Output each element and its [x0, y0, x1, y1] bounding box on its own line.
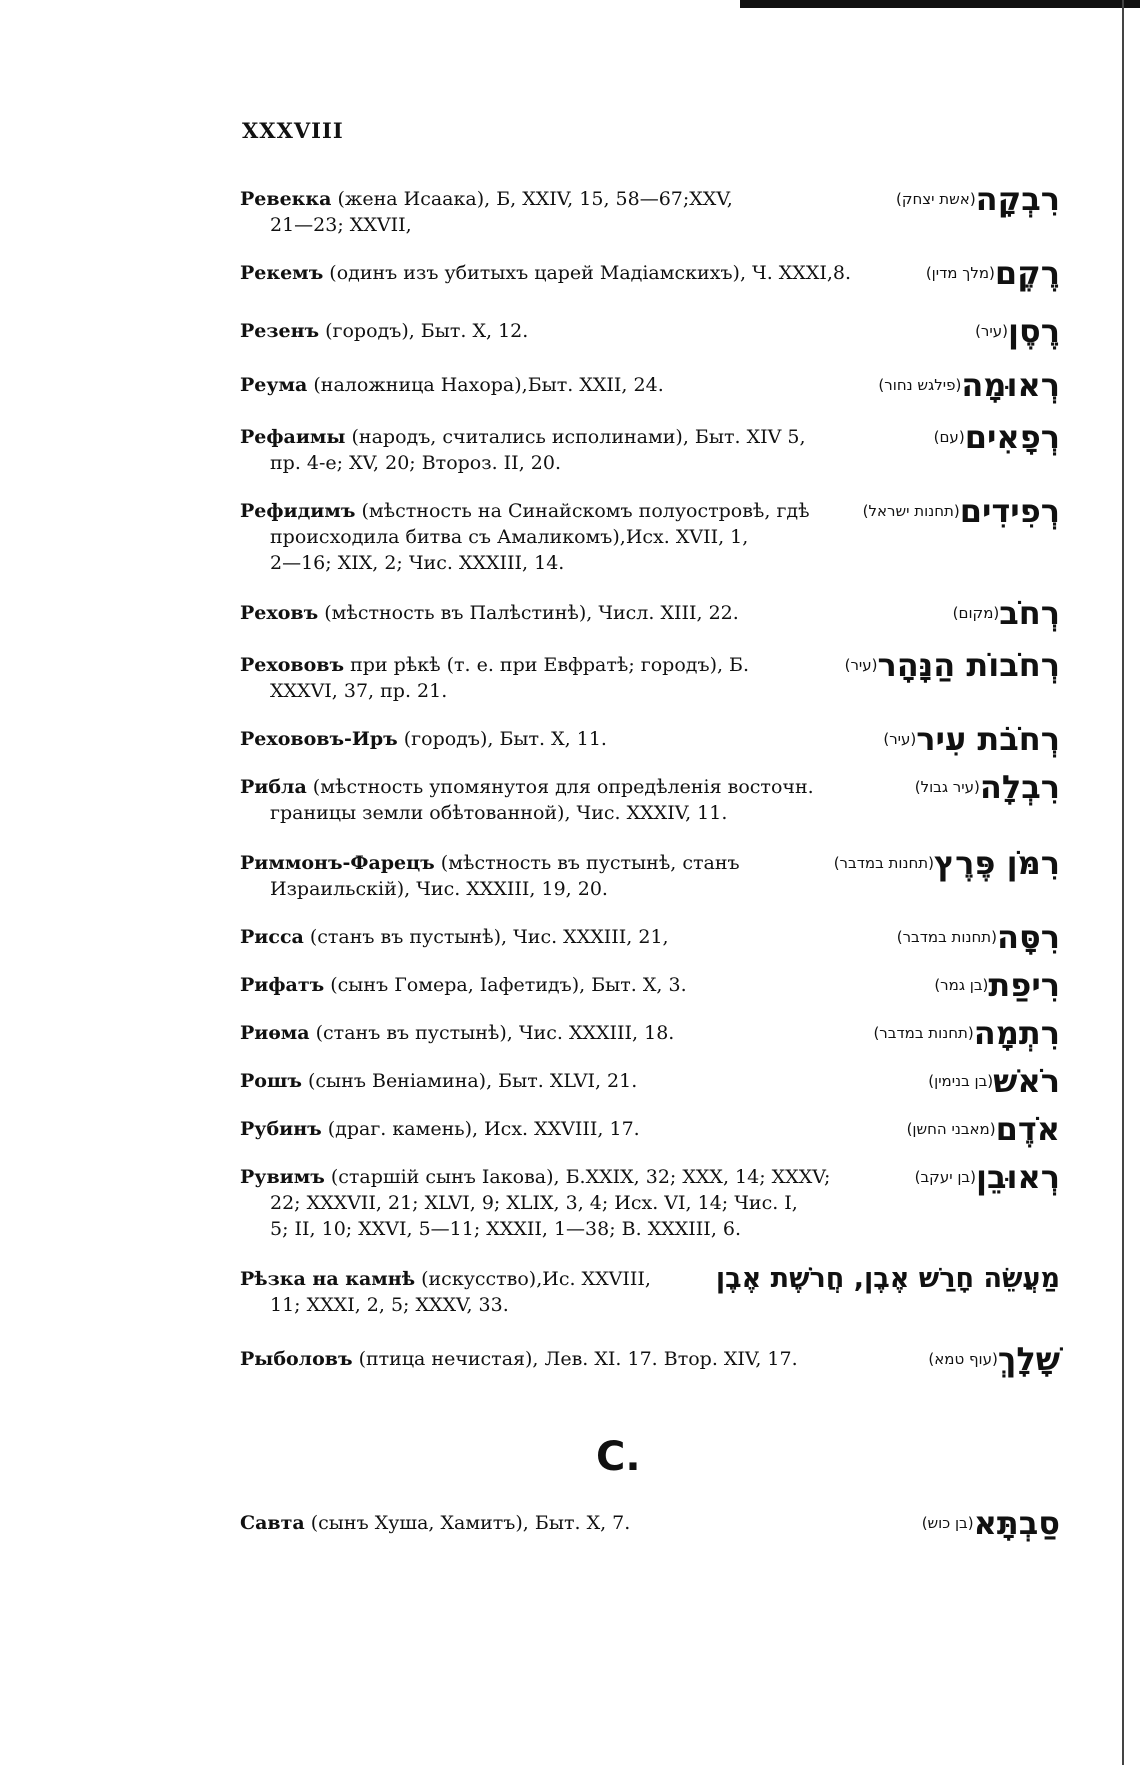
hebrew-term: [920, 1342, 1060, 1376]
entry-text: (городъ), Быт. X, 11.: [397, 728, 607, 750]
hebrew-word: רְחֹבוֹת הַנָּהָר: [877, 646, 1060, 684]
hebrew-word: רֹאשׁ: [993, 1062, 1060, 1100]
hebrew-word: רֶסֶן: [1008, 312, 1060, 350]
hebrew-note: (תחנות במדבר): [833, 854, 934, 872]
russian-definition: [240, 318, 850, 344]
hebrew-term: [967, 314, 1060, 348]
russian-definition: [240, 1266, 651, 1318]
hebrew-term: [945, 596, 1060, 630]
hebrew-term: [888, 182, 1060, 216]
hebrew-term: [875, 722, 1060, 756]
entry-headword: Рошъ: [240, 1070, 302, 1092]
hebrew-term: [716, 1262, 1060, 1296]
hebrew-term: [926, 968, 1060, 1002]
hebrew-term: [907, 770, 1060, 804]
entry-text-continued: 5; II, 10; XXVI, 5—11; XXXII, 1—38; В. XXXIII, 6.: [270, 1218, 742, 1240]
hebrew-term: [889, 920, 1060, 954]
entry-text: (мѣстность упомянутоя для опредѣленія восточн.: [306, 776, 814, 798]
entry-headword: Резенъ: [240, 320, 320, 342]
entry-headword: Реума: [240, 374, 308, 396]
entry-text: (одинъ изъ убитыхъ царей Мадіамскихъ), Ч. XXXI,8.: [323, 262, 852, 284]
hebrew-word: רְחֹב: [999, 594, 1060, 632]
entry-headword: Риѳма: [240, 1022, 310, 1044]
entry-headword: Ревекка: [240, 188, 332, 210]
hebrew-note: (עיר): [975, 322, 1008, 340]
top-edge-rule: [740, 0, 1140, 8]
entry-text-continued: 22; XXXVII, 21; XLVI, 9; XLIX, 3, 4; Исх. VI, 14; Чис. I,: [270, 1192, 798, 1214]
entry-headword: Савта: [240, 1512, 305, 1534]
entry-headword: Рѣзка на камнѣ: [240, 1268, 416, 1290]
russian-definition: [240, 1068, 850, 1094]
hebrew-term: [865, 1016, 1060, 1050]
entry-text: (станъ въ пустынѣ), Чис. XXXIII, 18.: [309, 1022, 675, 1044]
entry-text: (мѣстность въ Палѣстинѣ), Числ. XIII, 22.: [318, 602, 739, 624]
entry-headword: Рекемъ: [240, 262, 324, 284]
hebrew-word: רְחֹבֹת עִיר: [916, 720, 1060, 758]
right-margin-rule: [1122, 0, 1124, 1765]
page-number: XXXVIII: [242, 118, 344, 143]
hebrew-word: רְפָאִים: [964, 418, 1060, 456]
entry-text: (городъ), Быт. X, 12.: [319, 320, 529, 342]
hebrew-word: אֹדֶם: [995, 1110, 1060, 1148]
entry-text: (искусство),Ис. XXVIII,: [415, 1268, 651, 1290]
russian-definition: [240, 850, 850, 902]
hebrew-note: (תחנות ישראל): [862, 502, 960, 520]
entry-text: (мѣстность въ пустынѣ, станъ: [434, 852, 740, 874]
entry-text-continued: XXXVI, 37, пр. 21.: [270, 680, 448, 702]
hebrew-term: [855, 494, 1060, 528]
russian-definition: [240, 972, 850, 998]
hebrew-word: רִסָּה: [997, 918, 1060, 956]
entry-headword: Рисса: [240, 926, 304, 948]
entry-headword: Рехововъ: [240, 654, 345, 676]
russian-definition: [240, 1164, 850, 1242]
entry-text: (жена Исаака), Б, XXIV, 15, 58—67;XXV,: [331, 188, 733, 210]
hebrew-note: (בן יעקב): [914, 1168, 976, 1186]
hebrew-word: רִמֹּן פֶּרֶץ: [933, 844, 1060, 882]
entry-text: (станъ въ пустынѣ), Чис. XXXIII, 21,: [303, 926, 669, 948]
russian-definition: [240, 726, 850, 752]
hebrew-word: מַעֲשֵׂה חָרַשׁ אֶבֶן, חֲרֹשֶׁת אֶבֶן: [715, 1263, 1060, 1294]
entry-text-continued: 21—23; XXVII,: [270, 214, 412, 236]
hebrew-word: רִיפַת: [988, 966, 1060, 1004]
hebrew-note: (בן גמר): [934, 976, 989, 994]
hebrew-note: (תחנות במדבר): [896, 928, 997, 946]
hebrew-term: [920, 1064, 1060, 1098]
hebrew-word: רִתְמָה: [973, 1014, 1060, 1052]
hebrew-note: (עוף טמא): [928, 1350, 998, 1368]
hebrew-note: (עיר): [844, 656, 878, 674]
russian-definition: [240, 1510, 850, 1536]
entry-headword: Рибла: [240, 776, 307, 798]
russian-definition: [240, 424, 850, 476]
hebrew-note: (פילגש נחור): [878, 376, 962, 394]
entry-text: (старшій сынъ Іакова), Б.XXIX, 32; XXX, 14; XXXV;: [324, 1166, 831, 1188]
hebrew-term: [899, 1112, 1060, 1146]
hebrew-note: (מאבני החשן): [906, 1120, 996, 1138]
hebrew-note: (מלך מדין): [925, 264, 995, 282]
russian-definition: [240, 1346, 850, 1372]
russian-definition: [240, 652, 850, 704]
hebrew-term: [870, 368, 1060, 402]
russian-definition: [240, 498, 850, 576]
entry-text-continued: 2—16; XIX, 2; Чис. XXXIII, 14.: [270, 552, 565, 574]
hebrew-word: שָׁלָךְ: [997, 1340, 1060, 1378]
entry-text: (народъ, считались исполинами), Быт. XIV 5,: [345, 426, 806, 448]
russian-definition: [240, 372, 850, 398]
entry-headword: Рехововъ-Иръ: [240, 728, 398, 750]
russian-definition: [240, 924, 850, 950]
entry-headword: Рифатъ: [240, 974, 325, 996]
entry-text: (драг. камень), Исх. XXVIII, 17.: [321, 1118, 640, 1140]
hebrew-note: (בן כוש): [921, 1514, 974, 1532]
entry-text: (птица нечистая), Лев. XI. 17. Втор. XIV, 17.: [352, 1348, 798, 1370]
russian-definition: [240, 260, 850, 286]
entry-text-continued: пр. 4-е; XV, 20; Второз. II, 20.: [270, 452, 561, 474]
section-letter: С.: [596, 1434, 641, 1480]
entry-text-continued: границы земли обѣтованной), Чис. XXXIV, 11.: [270, 802, 728, 824]
hebrew-note: (עם): [933, 428, 965, 446]
hebrew-word: רִבְקָה: [975, 180, 1060, 218]
entry-text: (мѣстность на Синайскомъ полуостровѣ, гдѣ: [355, 500, 810, 522]
entry-headword: Рубинъ: [240, 1118, 322, 1140]
russian-definition: [240, 600, 850, 626]
entry-headword: Риммонъ-Фарецъ: [240, 852, 435, 874]
hebrew-note: (תחנות במדבר): [873, 1024, 974, 1042]
russian-definition: [240, 186, 850, 238]
entry-text: при рѣкѣ (т. е. при Евфратѣ; городъ), Б.: [344, 654, 750, 676]
hebrew-word: רְפִידִים: [959, 492, 1060, 530]
entry-text: (наложница Нахора),Быт. XXII, 24.: [307, 374, 664, 396]
hebrew-term: [914, 1506, 1060, 1540]
entry-headword: Рефаимы: [240, 426, 346, 448]
hebrew-note: (אשת יצחק): [895, 190, 976, 208]
hebrew-note: (עיר גבול): [914, 778, 980, 796]
entry-text-continued: происходила битва съ Амаликомъ),Исх. XVII, 1,: [270, 526, 749, 548]
russian-definition: [240, 1116, 850, 1142]
entry-text-continued: 11; XXXI, 2, 5; XXXV, 33.: [270, 1294, 509, 1316]
entry-headword: Рыболовъ: [240, 1348, 353, 1370]
entry-text: (сынъ Веніамина), Быт. XLVI, 21.: [301, 1070, 638, 1092]
hebrew-note: (בן בנימין): [928, 1072, 994, 1090]
hebrew-term: [926, 420, 1060, 454]
hebrew-word: רְאוּמָה: [961, 366, 1060, 404]
hebrew-term: [837, 648, 1060, 682]
entry-headword: Рефидимъ: [240, 500, 356, 522]
entry-headword: Рувимъ: [240, 1166, 325, 1188]
entry-text-continued: Израильскій), Чис. XXXIII, 19, 20.: [270, 878, 608, 900]
hebrew-term: [826, 846, 1060, 880]
hebrew-term: [918, 256, 1060, 290]
hebrew-word: רְאוּבֵן: [975, 1158, 1060, 1196]
entry-text: (сынъ Хуша, Хамитъ), Быт. X, 7.: [304, 1512, 631, 1534]
entry-text: (сынъ Гомера, Іафетидъ), Быт. X, 3.: [324, 974, 687, 996]
hebrew-word: רִבְלָה: [979, 768, 1060, 806]
russian-definition: [240, 1020, 850, 1046]
hebrew-term: [907, 1160, 1060, 1194]
russian-definition: [240, 774, 850, 826]
hebrew-note: (עיר): [883, 730, 917, 748]
entry-headword: Реховъ: [240, 602, 319, 624]
hebrew-word: סַבְתָּא: [973, 1504, 1060, 1542]
hebrew-note: (מקום): [952, 604, 1000, 622]
hebrew-word: רֶקֶם: [994, 254, 1060, 292]
